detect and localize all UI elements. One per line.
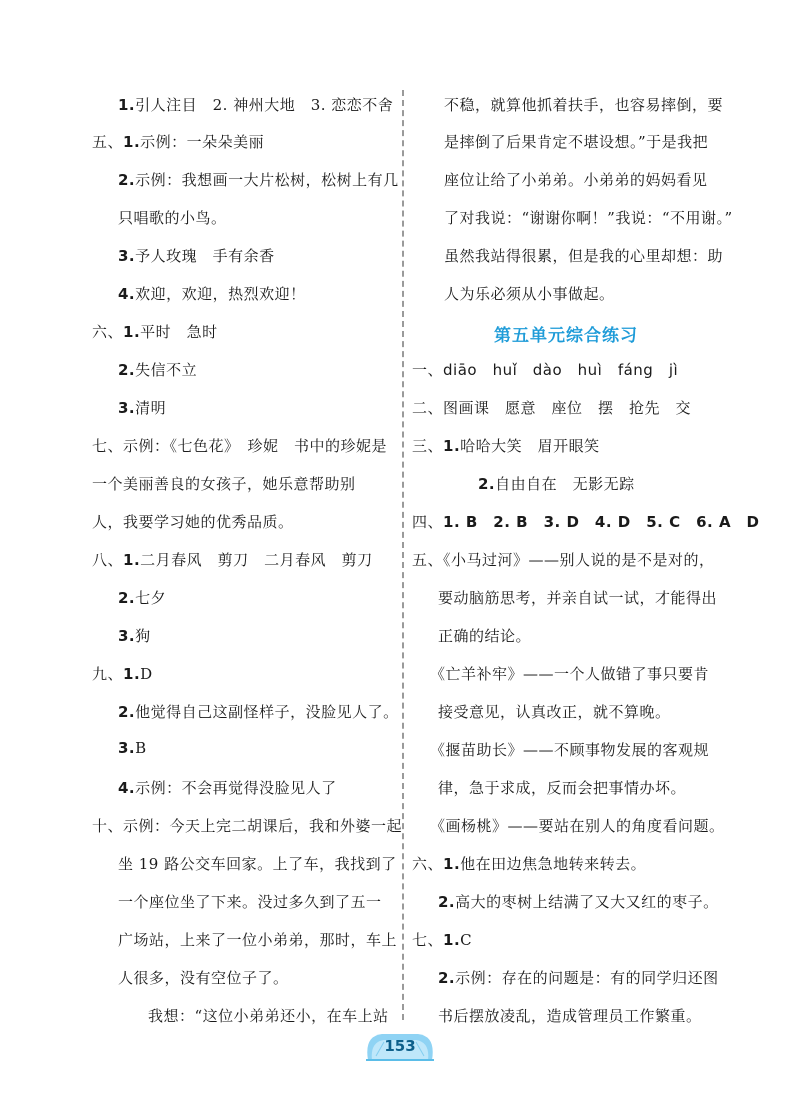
answer-line: 2.七夕: [118, 589, 167, 607]
answer-line: 虽然我站得很累，但是我的心里却想：助: [444, 247, 724, 265]
answer-line: 3.狗: [118, 627, 151, 645]
answer-line: 3.B: [118, 739, 147, 757]
answer-line: 五、1.示例：一朵朵美丽: [92, 133, 265, 151]
answer-line: 广场站，上来了一位小弟弟，那时，车上: [118, 931, 398, 949]
answer-line: 了对我说：“谢谢你啊！”我说：“不用谢。”: [444, 209, 733, 227]
answer-line: 2.高大的枣树上结满了又大又红的枣子。: [438, 893, 719, 911]
answer-line: 三、1.哈哈大笑 眉开眼笑: [412, 437, 600, 455]
answer-line: 我想：“这位小弟弟还小，在车上站: [148, 1007, 389, 1025]
section-title: 第五单元综合练习: [494, 326, 638, 346]
answer-line: 只唱歌的小鸟。: [118, 209, 227, 227]
answer-line: 二、图画课 愿意 座位 摆 抢先 交: [412, 399, 692, 417]
page-number: 153: [384, 1037, 416, 1055]
answer-line: 2.他觉得自己这副怪样子，没脸见人了。: [118, 703, 399, 721]
answer-line: 4.欢迎，欢迎，热烈欢迎！: [118, 285, 306, 303]
answer-line: 律，急于求成，反而会把事情办坏。: [438, 779, 687, 797]
answer-line: 六、1.平时 急时: [92, 323, 218, 341]
answer-line: 1.引人注目 2. 神州大地 3. 恋恋不舍: [118, 96, 394, 114]
answer-line: 七、1.C: [412, 931, 473, 949]
answer-line: 2.示例：我想画一大片松树，松树上有几: [118, 171, 399, 189]
answer-line: 3.予人玫瑰 手有余香: [118, 247, 275, 265]
answer-line: 九、1.D: [92, 665, 153, 683]
answer-line: 一个美丽善良的女孩子，她乐意帮助别: [92, 475, 356, 493]
page-number-badge: [362, 1030, 438, 1062]
answer-line: 七、示例：《七色花》 珍妮 书中的珍妮是: [92, 437, 388, 455]
answer-line: 八、1.二月春风 剪刀 二月春风 剪刀: [92, 551, 373, 569]
answer-line: 五、《小马过河》——别人说的是不是对的，: [412, 551, 715, 569]
answer-line: 2.示例：存在的问题是：有的同学归还图: [438, 969, 719, 987]
answer-line: 六、1.他在田边焦急地转来转去。: [412, 855, 647, 873]
answer-line: 一、diāo huǐ dào huì fáng jì: [412, 361, 679, 379]
answer-line: 十、示例：今天上完二胡课后，我和外婆一起: [92, 817, 403, 835]
answer-line: 《画杨桃》——要站在别人的角度看问题。: [430, 817, 725, 835]
answer-line: 人很多，没有空位子了。: [118, 969, 289, 987]
answer-line: 坐 19 路公交车回家。上了车，我找到了: [118, 855, 397, 873]
answer-line: 不稳，就算他抓着扶手，也容易摔倒，要: [444, 96, 724, 114]
answer-line: 一个座位坐了下来。没过多久到了五一: [118, 893, 382, 911]
answer-line: 正确的结论。: [438, 627, 532, 645]
answer-line: 是摔倒了后果肯定不堪设想。”于是我把: [444, 133, 709, 151]
answer-line: 《亡羊补牢》——一个人做错了事只要肯: [430, 665, 710, 683]
answer-line: 书后摆放凌乱，造成管理员工作繁重。: [438, 1007, 702, 1025]
answer-line: 四、1. B 2. B 3. D 4. D 5. C 6. A D: [412, 513, 760, 531]
answer-line: 2.失信不立: [118, 361, 198, 379]
answer-line: 人为乐必须从小事做起。: [444, 285, 615, 303]
answer-line: 《揠苗助长》——不顾事物发展的客观规: [430, 741, 710, 759]
answer-line: 3.清明: [118, 399, 167, 417]
answer-line: 人，我要学习她的优秀品质。: [92, 513, 294, 531]
answer-line: 座位让给了小弟弟。小弟弟的妈妈看见: [444, 171, 708, 189]
answer-line: 2.自由自在 无影无踪: [478, 475, 635, 493]
column-divider: [402, 90, 404, 1020]
answer-line: 要动脑筋思考，并亲自试一试，才能得出: [438, 589, 718, 607]
answer-line: 4.示例：不会再觉得没脸见人了: [118, 779, 337, 797]
answer-line: 接受意见，认真改正，就不算晚。: [438, 703, 671, 721]
